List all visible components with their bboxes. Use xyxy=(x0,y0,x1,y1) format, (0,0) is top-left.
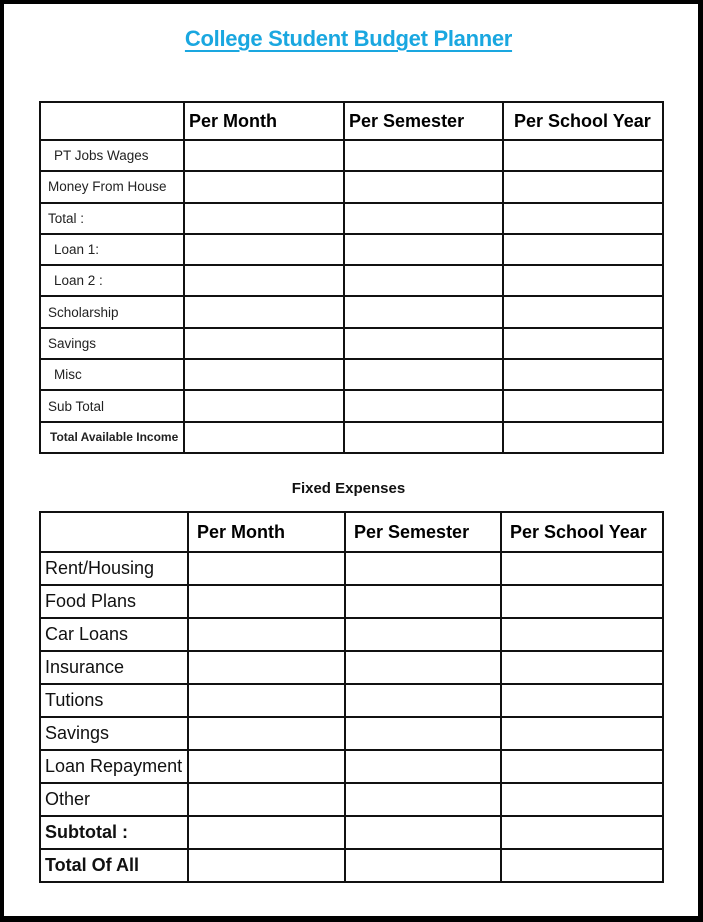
row-label-subtotal: Subtotal : xyxy=(40,816,188,849)
cell-loan-repayment-per-semester[interactable] xyxy=(345,750,501,783)
document-page xyxy=(4,4,698,916)
table-row xyxy=(40,296,663,327)
table-row xyxy=(40,234,663,265)
table-row xyxy=(40,552,663,585)
cell-misc-per-school-year[interactable] xyxy=(503,359,663,390)
expenses-header-blank xyxy=(40,512,188,552)
table-row xyxy=(40,750,663,783)
cell-loan-2-per-school-year[interactable] xyxy=(503,265,663,296)
cell-misc-per-semester[interactable] xyxy=(344,359,503,390)
cell-sub-total-per-month[interactable] xyxy=(184,390,344,421)
cell-total-per-semester[interactable] xyxy=(344,203,503,234)
table-row xyxy=(40,265,663,296)
cell-misc-per-month[interactable] xyxy=(184,359,344,390)
cell-money-from-house-per-month[interactable] xyxy=(184,171,344,202)
cell-tutions-per-semester[interactable] xyxy=(345,684,501,717)
income-header-per-school-year: Per School Year xyxy=(503,102,663,140)
cell-savings-per-semester[interactable] xyxy=(345,717,501,750)
page-title: College Student Budget Planner xyxy=(184,26,513,51)
row-label-loan-2: Loan 2 : xyxy=(40,265,184,296)
row-label-tutions: Tutions xyxy=(40,684,188,717)
cell-food-plans-per-school-year[interactable] xyxy=(501,585,663,618)
cell-loan-2-per-month[interactable] xyxy=(184,265,344,296)
cell-scholarship-per-semester[interactable] xyxy=(344,296,503,327)
cell-other-per-month[interactable] xyxy=(188,783,345,816)
row-label-total-available-income: Total Available Income xyxy=(40,422,184,453)
cell-car-loans-per-semester[interactable] xyxy=(345,618,501,651)
table-row xyxy=(40,816,663,849)
row-label-food-plans: Food Plans xyxy=(40,585,188,618)
row-label-sub-total: Sub Total xyxy=(40,390,184,421)
income-table xyxy=(39,101,664,454)
cell-rent-housing-per-month[interactable] xyxy=(188,552,345,585)
income-header-per-semester: Per Semester xyxy=(344,102,503,140)
cell-total-of-all-per-semester[interactable] xyxy=(345,849,501,882)
cell-total-available-income-per-semester[interactable] xyxy=(344,422,503,453)
row-label-other: Other xyxy=(40,783,188,816)
table-row xyxy=(40,203,663,234)
cell-insurance-per-school-year[interactable] xyxy=(501,651,663,684)
table-row xyxy=(40,422,663,453)
table-row xyxy=(40,651,663,684)
table-row xyxy=(40,717,663,750)
cell-sub-total-per-school-year[interactable] xyxy=(503,390,663,421)
cell-sub-total-per-semester[interactable] xyxy=(344,390,503,421)
row-label-loan-repayment: Loan Repayment xyxy=(40,750,188,783)
cell-pt-jobs-wages-per-school-year[interactable] xyxy=(503,140,663,171)
table-row xyxy=(40,783,663,816)
table-row xyxy=(40,140,663,171)
cell-total-per-school-year[interactable] xyxy=(503,203,663,234)
row-label-savings: Savings xyxy=(40,717,188,750)
expenses-header-per-school-year: Per School Year xyxy=(501,512,663,552)
table-row xyxy=(40,171,663,202)
table-row xyxy=(40,390,663,421)
cell-subtotal-per-month[interactable] xyxy=(188,816,345,849)
cell-food-plans-per-semester[interactable] xyxy=(345,585,501,618)
cell-loan-1-per-school-year[interactable] xyxy=(503,234,663,265)
row-label-loan-1: Loan 1: xyxy=(40,234,184,265)
expenses-header-row xyxy=(40,512,663,552)
row-label-pt-jobs-wages: PT Jobs Wages xyxy=(40,140,184,171)
income-header-blank xyxy=(40,102,184,140)
row-label-total-of-all: Total Of All xyxy=(40,849,188,882)
cell-total-of-all-per-school-year[interactable] xyxy=(501,849,663,882)
cell-money-from-house-per-school-year[interactable] xyxy=(503,171,663,202)
cell-total-available-income-per-month[interactable] xyxy=(184,422,344,453)
cell-loan-repayment-per-school-year[interactable] xyxy=(501,750,663,783)
cell-loan-repayment-per-month[interactable] xyxy=(188,750,345,783)
row-label-total: Total : xyxy=(40,203,184,234)
cell-insurance-per-semester[interactable] xyxy=(345,651,501,684)
cell-food-plans-per-month[interactable] xyxy=(188,585,345,618)
cell-pt-jobs-wages-per-month[interactable] xyxy=(184,140,344,171)
cell-tutions-per-school-year[interactable] xyxy=(501,684,663,717)
cell-other-per-semester[interactable] xyxy=(345,783,501,816)
cell-other-per-school-year[interactable] xyxy=(501,783,663,816)
row-label-savings: Savings xyxy=(40,328,184,359)
row-label-rent-housing: Rent/Housing xyxy=(40,552,188,585)
income-header-row xyxy=(40,102,663,140)
cell-savings-per-semester[interactable] xyxy=(344,328,503,359)
cell-loan-2-per-semester[interactable] xyxy=(344,265,503,296)
cell-subtotal-per-school-year[interactable] xyxy=(501,816,663,849)
cell-savings-per-month[interactable] xyxy=(184,328,344,359)
cell-car-loans-per-month[interactable] xyxy=(188,618,345,651)
cell-subtotal-per-semester[interactable] xyxy=(345,816,501,849)
row-label-scholarship: Scholarship xyxy=(40,296,184,327)
cell-savings-per-school-year[interactable] xyxy=(503,328,663,359)
row-label-car-loans: Car Loans xyxy=(40,618,188,651)
table-row xyxy=(40,359,663,390)
row-label-money-from-house: Money From House xyxy=(40,171,184,202)
fixed-expenses-heading: Fixed Expenses xyxy=(291,480,406,497)
fixed-expenses-table xyxy=(39,511,664,883)
table-row xyxy=(40,849,663,882)
expenses-header-per-semester: Per Semester xyxy=(345,512,501,552)
table-row xyxy=(40,585,663,618)
cell-insurance-per-month[interactable] xyxy=(188,651,345,684)
cell-loan-1-per-semester[interactable] xyxy=(344,234,503,265)
table-row xyxy=(40,328,663,359)
cell-scholarship-per-month[interactable] xyxy=(184,296,344,327)
row-label-insurance: Insurance xyxy=(40,651,188,684)
table-row xyxy=(40,618,663,651)
cell-car-loans-per-school-year[interactable] xyxy=(501,618,663,651)
cell-savings-per-month[interactable] xyxy=(188,717,345,750)
cell-total-available-income-per-school-year[interactable] xyxy=(503,422,663,453)
expenses-header-per-month: Per Month xyxy=(188,512,345,552)
cell-total-per-month[interactable] xyxy=(184,203,344,234)
cell-rent-housing-per-school-year[interactable] xyxy=(501,552,663,585)
table-row xyxy=(40,684,663,717)
cell-rent-housing-per-semester[interactable] xyxy=(345,552,501,585)
cell-tutions-per-month[interactable] xyxy=(188,684,345,717)
cell-scholarship-per-school-year[interactable] xyxy=(503,296,663,327)
cell-pt-jobs-wages-per-semester[interactable] xyxy=(344,140,503,171)
income-header-per-month: Per Month xyxy=(184,102,344,140)
cell-loan-1-per-month[interactable] xyxy=(184,234,344,265)
row-label-misc: Misc xyxy=(40,359,184,390)
cell-money-from-house-per-semester[interactable] xyxy=(344,171,503,202)
cell-savings-per-school-year[interactable] xyxy=(501,717,663,750)
cell-total-of-all-per-month[interactable] xyxy=(188,849,345,882)
